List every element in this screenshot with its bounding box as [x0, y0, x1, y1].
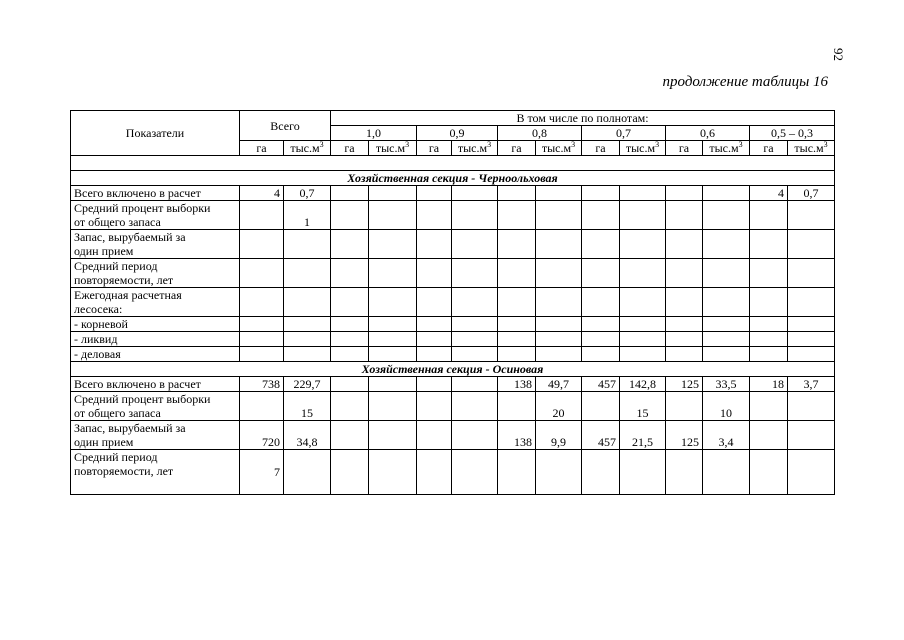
table-cell: 9,9 [536, 421, 582, 450]
table-cell [703, 332, 750, 347]
table-cell [369, 201, 417, 230]
table-cell [498, 317, 536, 332]
table-cell [582, 392, 620, 421]
unit-superscript: 3 [487, 140, 492, 149]
table-cell: 229,7 [284, 377, 331, 392]
table-cell [620, 317, 666, 332]
header-unit-vol: $тыс.м^3$ [703, 141, 750, 156]
table-cell [666, 230, 703, 259]
table-cell: 18 [750, 377, 788, 392]
table-cell [369, 421, 417, 450]
table-cell [666, 288, 703, 317]
table-cell [417, 317, 452, 332]
table-cell [750, 230, 788, 259]
table-cell [284, 347, 331, 362]
table-cell [369, 332, 417, 347]
table-cell: 1 [284, 201, 331, 230]
table-cell [498, 186, 536, 201]
header-unit-ha: га [750, 141, 788, 156]
table-cell [750, 317, 788, 332]
table-cell [750, 347, 788, 362]
table-cell [417, 377, 452, 392]
table-cell [452, 230, 498, 259]
table-cell [369, 347, 417, 362]
table-cell [788, 317, 835, 332]
header-density-3: 0,7 [582, 126, 666, 141]
table-cell: 15 [620, 392, 666, 421]
table-cell [331, 201, 369, 230]
table-cell [417, 347, 452, 362]
table-cell [331, 347, 369, 362]
header-density-1: 0,9 [417, 126, 498, 141]
row-label: Запас, вырубаемый за один прием [71, 421, 240, 450]
table-cell [788, 450, 835, 495]
table-cell: 720 [240, 421, 284, 450]
table-cell [666, 392, 703, 421]
header-unit-vol: $тыс.м^3$ [620, 141, 666, 156]
header-by-density: В том числе по полнотам: [331, 111, 835, 126]
table-cell [536, 317, 582, 332]
table-cell: 125 [666, 421, 703, 450]
table-cell [452, 392, 498, 421]
table-row [71, 332, 835, 347]
table-cell [417, 201, 452, 230]
row-label: Всего включено в расчет [71, 186, 240, 201]
table-cell: 142,8 [620, 377, 666, 392]
table-cell: 7 [240, 450, 284, 495]
table-cell [240, 317, 284, 332]
table-cell [498, 332, 536, 347]
table-cell [536, 450, 582, 495]
table-cell [536, 201, 582, 230]
header-density-4: 0,6 [666, 126, 750, 141]
table-cell: 10 [703, 392, 750, 421]
section-title: Хозяйственная секция - Осиновая [71, 362, 835, 377]
table-cell [703, 186, 750, 201]
unit-superscript: 3 [738, 140, 743, 149]
table-cell [620, 332, 666, 347]
header-total: Всего [240, 111, 331, 141]
header-unit-vol: $тыс.м^3$ [788, 141, 835, 156]
unit-superscript: 3 [319, 140, 324, 149]
header-row-1 [71, 111, 835, 126]
table-cell [620, 186, 666, 201]
table-cell [369, 450, 417, 495]
table-cell [666, 201, 703, 230]
table-cell [666, 317, 703, 332]
table-cell [788, 421, 835, 450]
table-cell [417, 288, 452, 317]
table-cell [417, 392, 452, 421]
row-label: - деловая [71, 347, 240, 362]
header-unit-vol: $тыс.м^3$ [536, 141, 582, 156]
table-cell [582, 201, 620, 230]
table-cell: 3,4 [703, 421, 750, 450]
table-cell [331, 377, 369, 392]
header-unit-ha: га [666, 141, 703, 156]
row-label: - ликвид [71, 332, 240, 347]
table-cell [331, 230, 369, 259]
table-cell [536, 230, 582, 259]
table-row [71, 288, 835, 317]
table-cell [750, 450, 788, 495]
table-cell [620, 288, 666, 317]
table-cell [703, 317, 750, 332]
table-cell [703, 450, 750, 495]
table-cell [331, 392, 369, 421]
unit-superscript: 3 [405, 140, 410, 149]
table-cell [284, 288, 331, 317]
section-row [71, 362, 835, 377]
table-cell [788, 392, 835, 421]
header-density-2: 0,8 [498, 126, 582, 141]
table-cell [498, 347, 536, 362]
table-cell [498, 201, 536, 230]
header-unit-ha: га [240, 141, 284, 156]
table-cell [703, 288, 750, 317]
table-cell [620, 230, 666, 259]
table-cell [417, 332, 452, 347]
table-cell: 0,7 [284, 186, 331, 201]
table-cell: 20 [536, 392, 582, 421]
unit-superscript: 3 [571, 140, 576, 149]
table-cell [369, 377, 417, 392]
table-cell [369, 259, 417, 288]
table-cell [331, 186, 369, 201]
table-cell [369, 288, 417, 317]
table-cell [750, 288, 788, 317]
row-label: Средний период повторяемости, лет [71, 259, 240, 288]
table-cell [417, 230, 452, 259]
table-cell [620, 201, 666, 230]
table-cell [284, 259, 331, 288]
table-cell [369, 392, 417, 421]
row-label: - корневой [71, 317, 240, 332]
table-cell [498, 259, 536, 288]
table-cell [331, 317, 369, 332]
table-cell: 0,7 [788, 186, 835, 201]
table-row [71, 230, 835, 259]
table-cell [331, 450, 369, 495]
table-cell [498, 288, 536, 317]
header-density-5: 0,5 – 0,3 [750, 126, 835, 141]
table-cell [788, 332, 835, 347]
row-label: Ежегодная расчетная лесосека: [71, 288, 240, 317]
table-cell [417, 186, 452, 201]
table-cell [620, 347, 666, 362]
row-label: Запас, вырубаемый за один прием [71, 230, 240, 259]
table-cell [369, 230, 417, 259]
row-label: Средний процент выборки от общего запаса [71, 201, 240, 230]
table-cell [369, 186, 417, 201]
table-cell: 4 [240, 186, 284, 201]
table-cell [750, 392, 788, 421]
table-caption: продолжение таблицы 16 [662, 74, 828, 90]
table-cell [666, 347, 703, 362]
table-cell [703, 259, 750, 288]
header-unit-vol: $тыс.м^3$ [369, 141, 417, 156]
table-cell: 738 [240, 377, 284, 392]
table-cell [452, 332, 498, 347]
table-cell [620, 259, 666, 288]
table-cell: 138 [498, 377, 536, 392]
table-cell [582, 259, 620, 288]
table-cell: 457 [582, 377, 620, 392]
table-cell: 15 [284, 392, 331, 421]
table-cell [284, 317, 331, 332]
unit-superscript: 3 [655, 140, 660, 149]
table-cell [452, 450, 498, 495]
table-cell [331, 332, 369, 347]
section-row [71, 171, 835, 186]
table-cell [331, 421, 369, 450]
header-unit-ha: га [331, 141, 369, 156]
table-cell [666, 450, 703, 495]
header-unit-ha: га [417, 141, 452, 156]
table-cell [452, 421, 498, 450]
table-cell [666, 186, 703, 201]
table-cell [536, 332, 582, 347]
table-cell [703, 230, 750, 259]
table-cell: 21,5 [620, 421, 666, 450]
table-cell [284, 332, 331, 347]
table-row [71, 201, 835, 230]
row-label: Всего включено в расчет [71, 377, 240, 392]
table-cell [750, 201, 788, 230]
table-cell [788, 201, 835, 230]
table-cell [788, 230, 835, 259]
table-cell [417, 259, 452, 288]
table-cell [452, 317, 498, 332]
table-cell [240, 288, 284, 317]
table-cell: 138 [498, 421, 536, 450]
table-cell [498, 450, 536, 495]
table-row [71, 392, 835, 421]
table-cell [750, 259, 788, 288]
table-cell [536, 259, 582, 288]
table-cell: 49,7 [536, 377, 582, 392]
table-row [71, 377, 835, 392]
table-cell [284, 450, 331, 495]
table-cell [417, 421, 452, 450]
header-unit-ha: га [582, 141, 620, 156]
page-number: 92 [831, 48, 846, 61]
table-cell [582, 450, 620, 495]
table-cell: 34,8 [284, 421, 331, 450]
table-cell [452, 186, 498, 201]
table-cell: 457 [582, 421, 620, 450]
table-row [71, 259, 835, 288]
table-cell [284, 230, 331, 259]
unit-superscript: 3 [823, 140, 828, 149]
table-cell [582, 186, 620, 201]
header-unit-ha: га [498, 141, 536, 156]
header-unit-vol: $тыс.м^3$ [452, 141, 498, 156]
table-cell [750, 421, 788, 450]
table-row [71, 347, 835, 362]
table-cell [582, 317, 620, 332]
table-cell [369, 317, 417, 332]
table-row [71, 317, 835, 332]
table-cell: 3,7 [788, 377, 835, 392]
table-cell [666, 259, 703, 288]
forest-table [70, 110, 835, 495]
table-cell [536, 347, 582, 362]
table-cell: 33,5 [703, 377, 750, 392]
table-cell [582, 288, 620, 317]
table-cell [750, 332, 788, 347]
table-cell [536, 288, 582, 317]
blank-row [71, 156, 835, 171]
table-cell [498, 392, 536, 421]
table-cell [703, 201, 750, 230]
table-cell [331, 259, 369, 288]
table-cell [452, 377, 498, 392]
header-indicators: Показатели [71, 111, 240, 156]
table-cell [240, 230, 284, 259]
table-cell [666, 332, 703, 347]
table-cell [536, 186, 582, 201]
table-row [71, 186, 835, 201]
table-cell [417, 450, 452, 495]
table-cell [788, 347, 835, 362]
table-cell [703, 347, 750, 362]
table-cell [452, 347, 498, 362]
table-row [71, 450, 835, 495]
table-cell [582, 230, 620, 259]
table-cell [582, 332, 620, 347]
table-cell [452, 201, 498, 230]
blank-cell [71, 156, 835, 171]
table-cell [788, 259, 835, 288]
table-row [71, 421, 835, 450]
table-cell [582, 347, 620, 362]
header-unit-vol: $тыс.м^3$ [284, 141, 331, 156]
table-cell [620, 450, 666, 495]
table-cell: 125 [666, 377, 703, 392]
row-label: Средний период повторяемости, лет [71, 450, 240, 495]
table-cell [240, 332, 284, 347]
table-cell [240, 259, 284, 288]
table-cell [452, 288, 498, 317]
table-cell [498, 230, 536, 259]
table-cell [788, 288, 835, 317]
table-cell [240, 347, 284, 362]
table-cell [240, 201, 284, 230]
row-label: Средний процент выборки от общего запаса [71, 392, 240, 421]
table-cell [452, 259, 498, 288]
table-cell: 4 [750, 186, 788, 201]
header-density-0: 1,0 [331, 126, 417, 141]
section-title: Хозяйственная секция - Черноольховая [71, 171, 835, 186]
table-cell [331, 288, 369, 317]
table-cell [240, 392, 284, 421]
